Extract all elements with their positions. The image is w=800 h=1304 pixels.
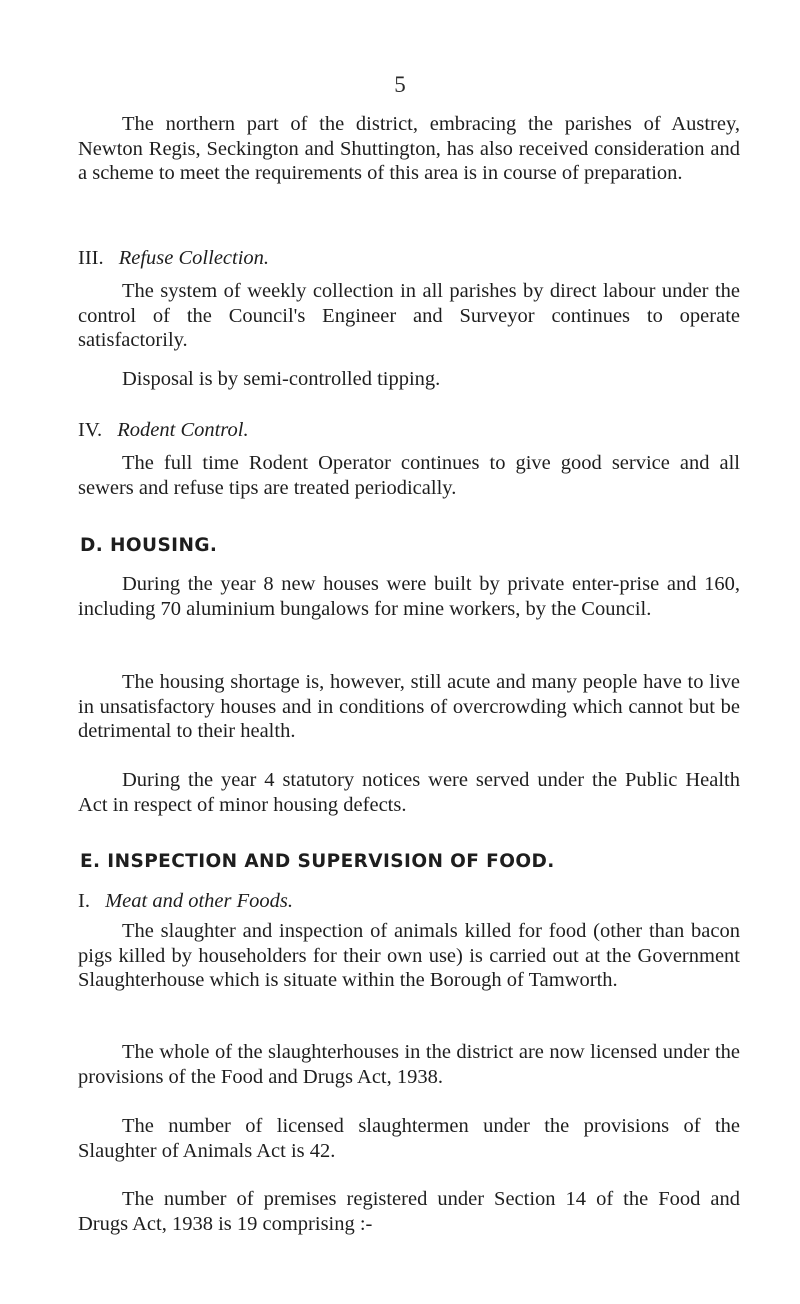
- heading-title: Meat and other Foods.: [105, 890, 293, 912]
- paragraph-housing-shortage: The housing shortage is, however, still acute and many people have to live in unsatisfactory houses and in conditions of overcrowding which cannot but be detrimental to their health.: [78, 671, 740, 743]
- heading-numeral: I.: [78, 890, 90, 912]
- paragraph-slaughter-inspection: The slaughter and inspection of animals killed for food (other than bacon pigs killed by householders for their own use) is carried out at the Government Slaughterhouse which is situate within the Borough of Tamworth.: [78, 920, 740, 992]
- heading-numeral: IV.: [78, 419, 103, 441]
- paragraph-refuse-system: The system of weekly collection in all parishes by direct labour under the control of the Council's Engineer and Surveyor continues to operate satisfactorily.: [78, 280, 740, 352]
- paragraph-slaughtermen: The number of licensed slaughtermen under the provisions of the Slaughter of Animals Act is 42.: [78, 1115, 740, 1162]
- paragraph-slaughterhouses-licensed: The whole of the slaughterhouses in the district are now licensed under the provisions of the Food and Drugs Act, 1938.: [78, 1041, 740, 1088]
- paragraph-houses-built: During the year 8 new houses were built by private enter-prise and 160, including 70 aluminium bungalows for mine workers, by the Council.: [78, 573, 740, 620]
- heading-refuse-collection: [78, 246, 269, 270]
- heading-housing: D. HOUSING.: [80, 535, 218, 556]
- paragraph-northern-part: The northern part of the district, embracing the parishes of Austrey, Newton Regis, Seckington and Shuttington, has also received consideration and a scheme to meet the requirements of this area is in course of preparation.: [78, 113, 740, 185]
- paragraph-premises-registered: The number of premises registered under Section 14 of the Food and Drugs Act, 1938 is 19 comprising :-: [78, 1188, 740, 1235]
- heading-title: Refuse Collection.: [118, 247, 270, 269]
- page-number: 5: [394, 72, 406, 97]
- heading-numeral: III.: [78, 247, 104, 269]
- heading-meat-foods: [78, 889, 293, 913]
- heading-inspection-food: E. INSPECTION AND SUPERVISION OF FOOD.: [80, 851, 555, 872]
- paragraph-rodent-operator: The full time Rodent Operator continues to give good service and all sewers and refuse tips are treated periodically.: [78, 452, 740, 499]
- heading-rodent-control: [78, 418, 249, 442]
- heading-title: Rodent Control.: [117, 419, 249, 441]
- paragraph-disposal: Disposal is by semi-controlled tipping.: [122, 368, 441, 390]
- paragraph-statutory-notices: During the year 4 statutory notices were served under the Public Health Act in respect of minor housing defects.: [78, 769, 740, 816]
